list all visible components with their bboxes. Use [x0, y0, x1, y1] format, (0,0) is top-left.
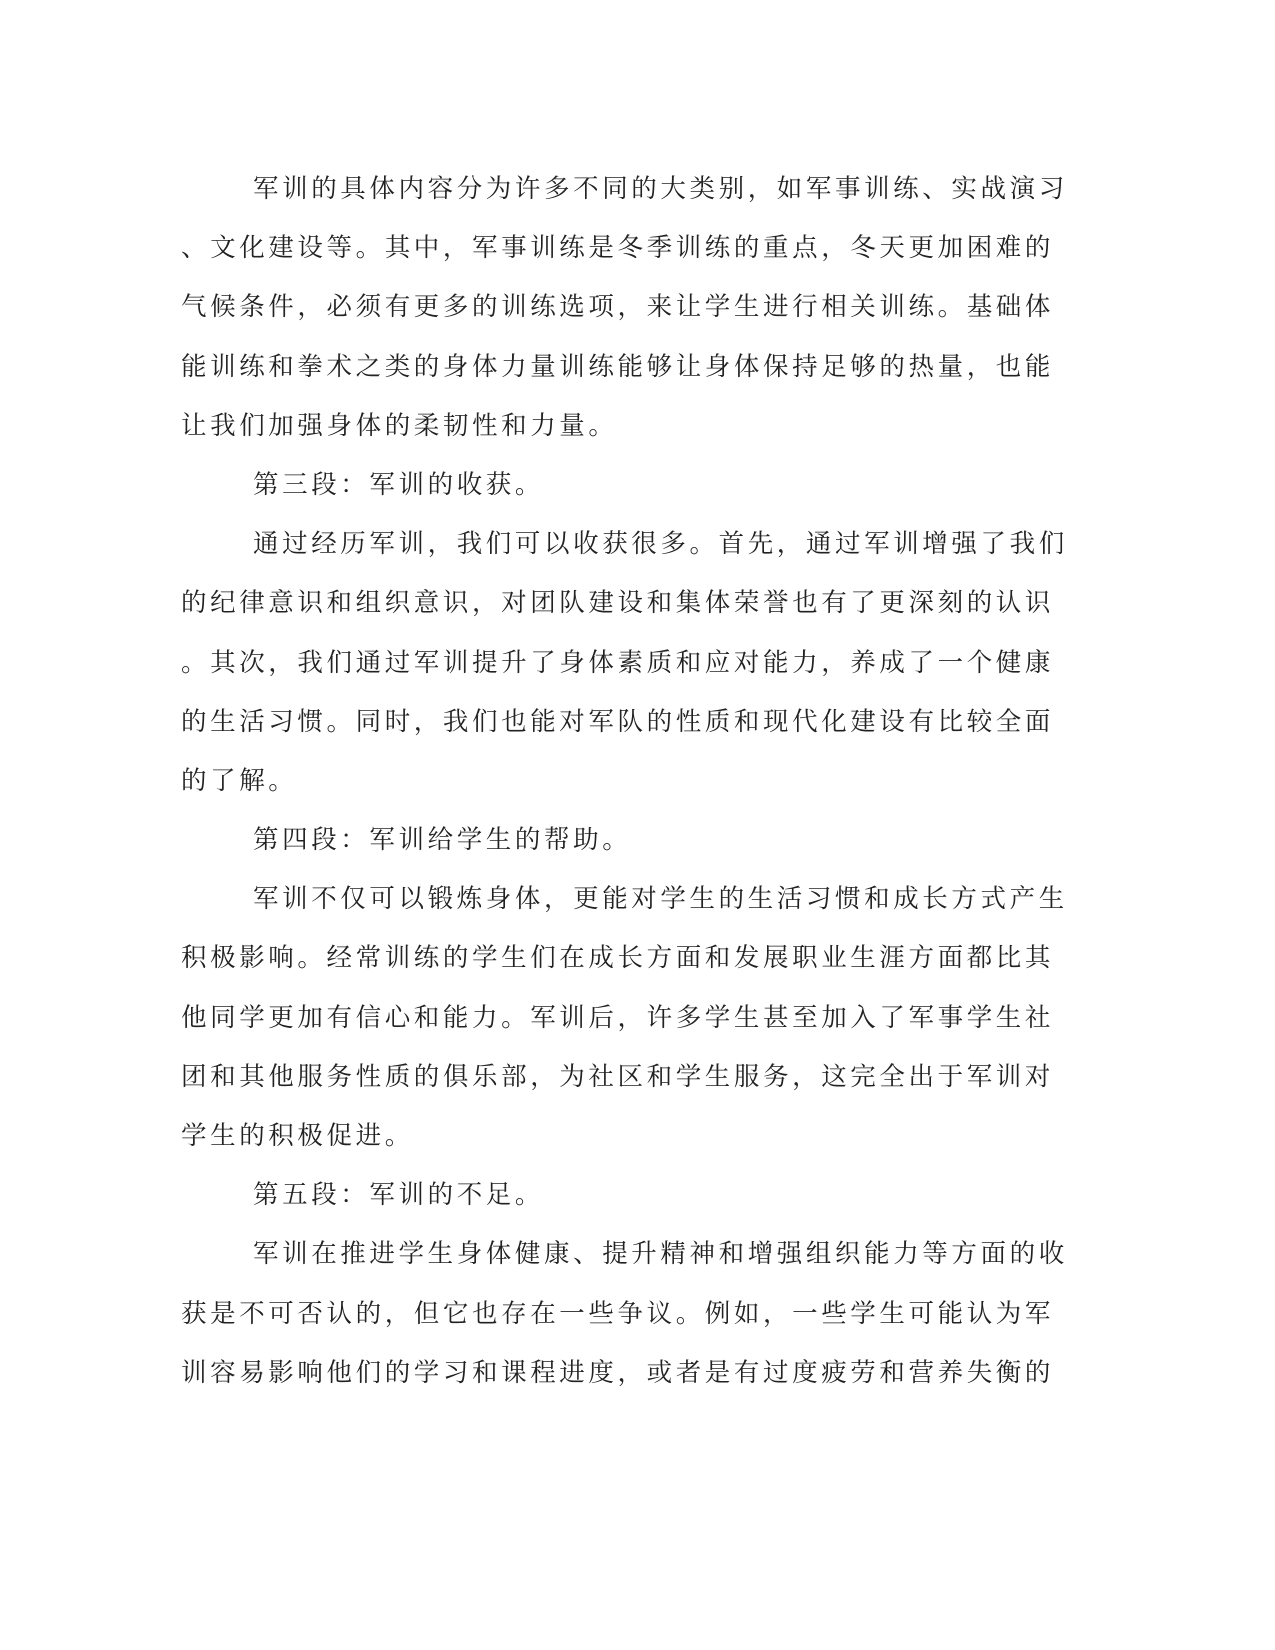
- body-text: [181, 160, 1068, 1403]
- text-line: 军训不仅可以锻炼身体，更能对学生的生活习惯和成长方式产生: [253, 884, 1068, 915]
- text-line: 军训的具体内容分为许多不同的大类别，如军事训练、实战演习: [253, 174, 1068, 204]
- text-line: 能训练和拳术之类的身体力量训练能够让身体保持足够的热量，也能: [181, 351, 1055, 382]
- text-line: 军训在推进学生身体健康、提升精神和增强组织能力等方面的收: [253, 1239, 1068, 1270]
- text-line: 获是不可否认的，但它也存在一些争议。例如，一些学生可能认为军: [181, 1298, 1055, 1329]
- section-heading: 第五段：军训的不足。: [253, 1180, 545, 1211]
- text-line: 学生的积极促进。: [181, 1121, 414, 1151]
- text-line: 的了解。: [181, 765, 298, 796]
- text-line: 团和其他服务性质的俱乐部，为社区和学生服务，这完全出于军训对: [181, 1061, 1055, 1092]
- text-line: 让我们加强身体的柔韧性和力量。: [181, 410, 618, 441]
- section-heading: 第三段：军训的收获。: [253, 469, 545, 500]
- text-line: 。其次，我们通过军训提升了身体素质和应对能力，养成了一个健康: [181, 647, 1055, 678]
- text-line: 训容易影响他们的学习和课程进度，或者是有过度疲劳和营养失衡的: [181, 1357, 1055, 1388]
- text-line: 的生活习惯。同时，我们也能对军队的性质和现代化建设有比较全面: [181, 706, 1055, 737]
- text-line: 通过经历军训，我们可以收获很多。首先，通过军训增强了我们: [253, 529, 1068, 560]
- text-line: 、文化建设等。其中，军事训练是冬季训练的重点，冬天更加困难的: [181, 233, 1055, 264]
- text-line: 积极影响。经常训练的学生们在成长方面和发展职业生涯方面都比其: [181, 943, 1055, 974]
- text-line: 的纪律意识和组织意识，对团队建设和集体荣誉也有了更深刻的认识: [181, 588, 1055, 619]
- section-heading: 第四段：军训给学生的帮助。: [253, 825, 632, 856]
- text-line: 气候条件，必须有更多的训练选项，来让学生进行相关训练。基础体: [181, 292, 1055, 323]
- text-line: 他同学更加有信心和能力。军训后，许多学生甚至加入了军事学生社: [181, 1002, 1055, 1033]
